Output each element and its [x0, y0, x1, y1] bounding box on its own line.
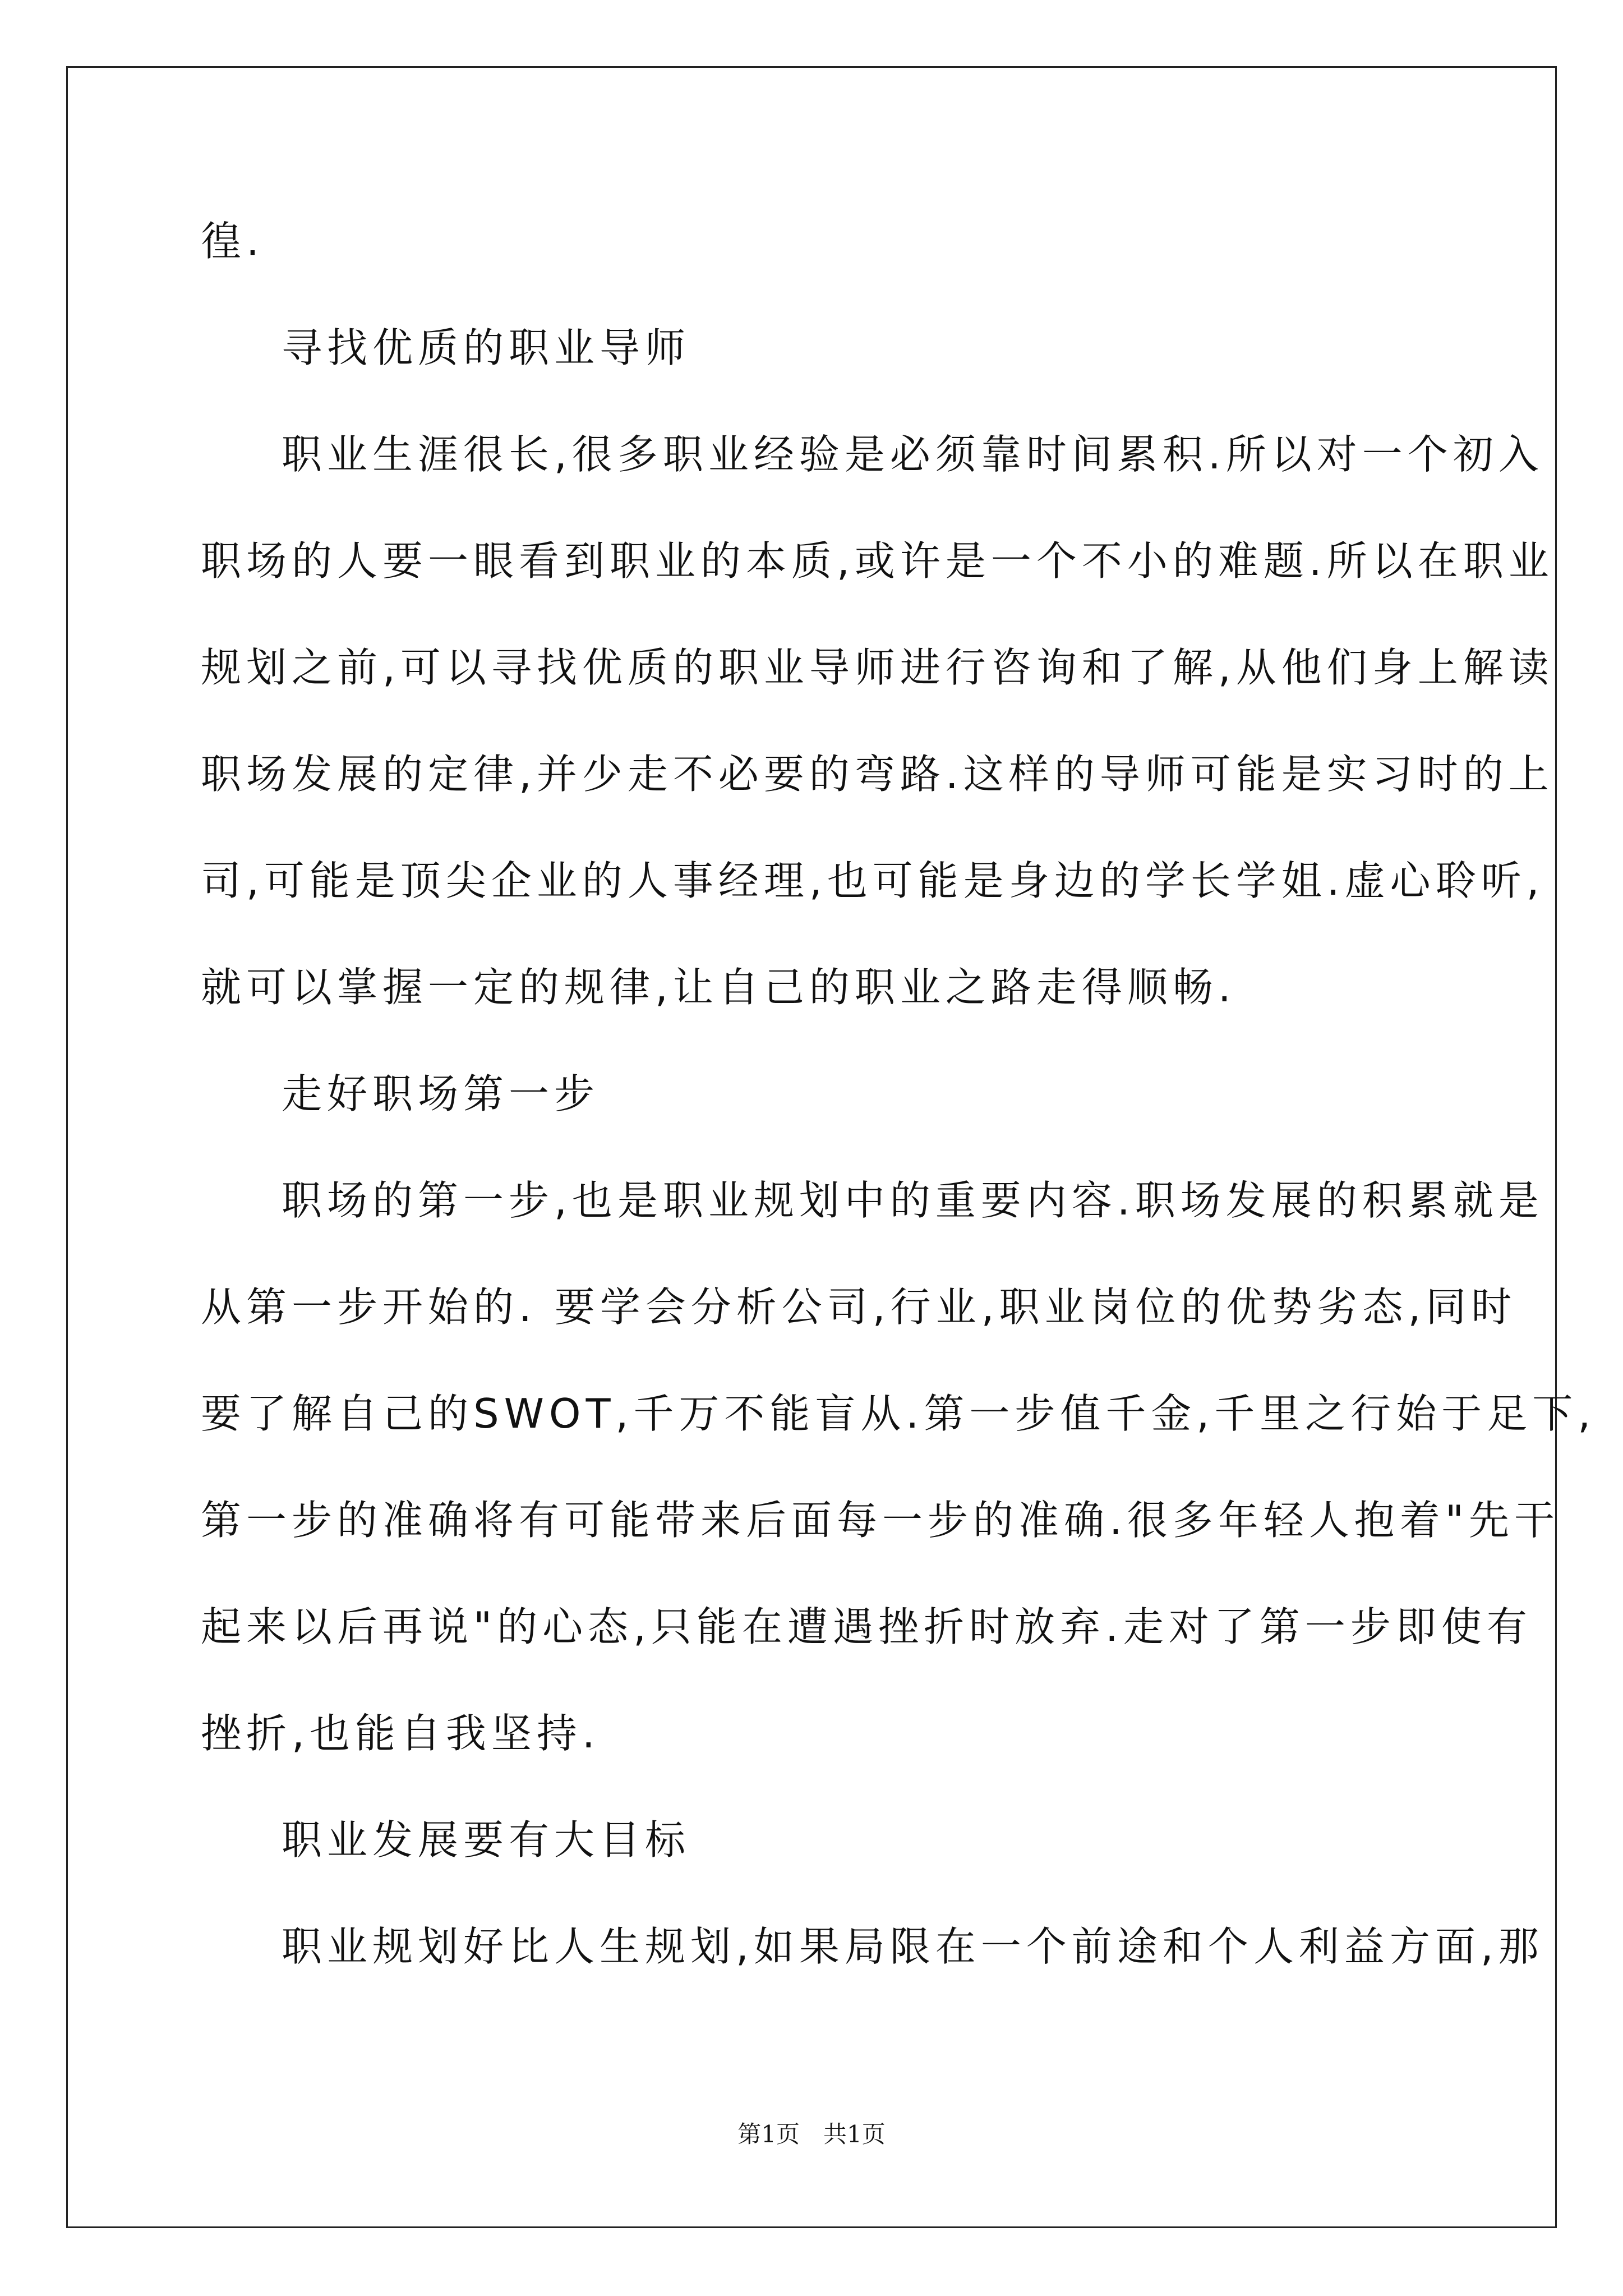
text-line: 职业规划好比人生规划,如果局限在一个前途和个人利益方面,那 [282, 1923, 1544, 1970]
text-line: 规划之前,可以寻找优质的职业导师进行咨询和了解,从他们身上解读 [201, 644, 1554, 691]
text-line: 第一步的准确将有可能带来后面每一步的准确.很多年轻人抱着"先干 [201, 1497, 1560, 1544]
text-line: 司,可能是顶尖企业的人事经理,也可能是身边的学长学姐.虚心聆听, [201, 857, 1544, 904]
text-line: 职业生涯很长,很多职业经验是必须靠时间累积.所以对一个初入 [282, 431, 1544, 478]
text-line: 就可以掌握一定的规律,让自己的职业之路走得顺畅. [201, 964, 1236, 1011]
text-line: 职场的第一步,也是职业规划中的重要内容.职场发展的积累就是 [282, 1177, 1544, 1224]
text-line: 职场的人要一眼看到职业的本质,或许是一个不小的难题.所以在职业 [201, 537, 1554, 585]
section-heading: 寻找优质的职业导师 [282, 324, 691, 371]
page-border [66, 66, 1557, 2228]
text-line: 要了解自己的SWOT,千万不能盲从.第一步值千金,千里之行始于足下, [201, 1390, 1596, 1437]
text-line: 徨. [201, 218, 264, 265]
section-heading: 走好职场第一步 [282, 1070, 600, 1117]
text-line: 挫折,也能自我坚持. [201, 1710, 600, 1757]
section-heading: 职业发展要有大目标 [282, 1816, 691, 1864]
text-line: 从第一步开始的. 要学会分析公司,行业,职业岗位的优势劣态,同时 [201, 1283, 1517, 1331]
text-line: 职场发展的定律,并少走不必要的弯路.这样的导师可能是实习时的上 [201, 751, 1554, 798]
page-number-footer: 第1页 共1页 [737, 2120, 886, 2148]
text-line: 起来以后再说"的心态,只能在遭遇挫折时放弃.走对了第一步即使有 [201, 1603, 1532, 1650]
